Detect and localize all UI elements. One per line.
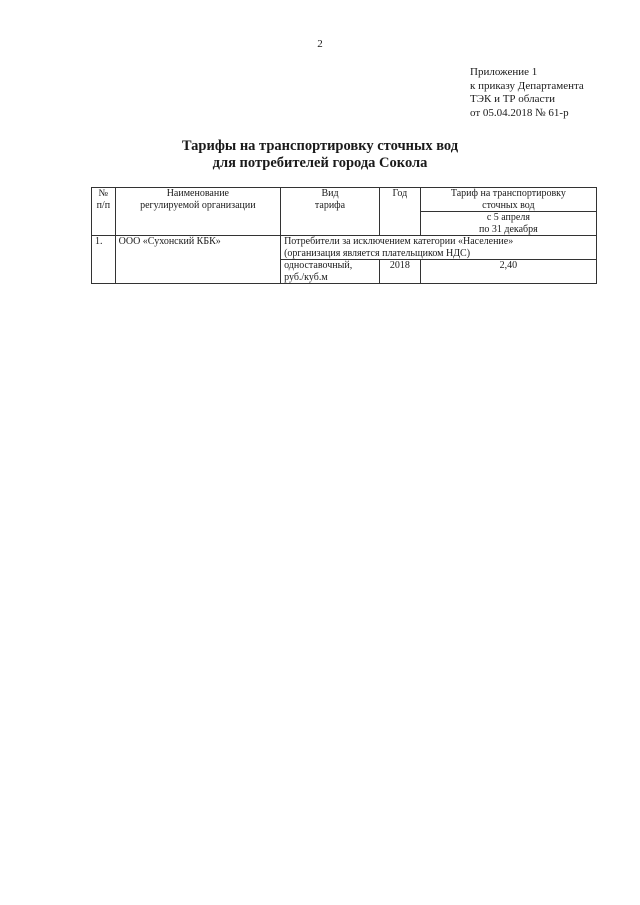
header-year xyxy=(379,188,420,236)
header-tariff xyxy=(420,188,596,212)
title-line: для потребителей города Сокола xyxy=(212,155,428,171)
tariff-table xyxy=(91,187,597,284)
header-text: Тариф на транспортировку xyxy=(450,188,566,199)
header-text: с 5 апреля xyxy=(486,212,530,223)
cell-type xyxy=(281,260,380,284)
header-text: тарифа xyxy=(314,199,346,211)
cell-value: 2,40 xyxy=(420,260,596,284)
header-text: п/п xyxy=(96,199,111,211)
table-header-row xyxy=(92,188,597,212)
header-period xyxy=(420,212,596,236)
cell-text: Потребители за исключением категории «Население» xyxy=(284,236,514,247)
header-text: сточных вод xyxy=(482,199,535,211)
header-text: Наименование xyxy=(166,188,229,199)
header-text: № xyxy=(98,188,109,199)
header-num xyxy=(92,188,116,236)
cell-num: 1. xyxy=(92,236,116,284)
cell-consumers xyxy=(281,236,597,260)
appendix-line: к приказу Департамента xyxy=(470,79,584,92)
cell-year: 2018 xyxy=(379,260,420,284)
header-type xyxy=(281,188,380,236)
appendix-block xyxy=(470,66,630,120)
title-line: Тарифы на транспортировку сточных вод xyxy=(181,138,459,154)
header-org xyxy=(115,188,280,236)
appendix-line: Приложение 1 xyxy=(470,66,538,78)
page-number: 2 xyxy=(317,38,323,50)
document-title xyxy=(0,138,640,172)
cell-org: ООО «Сухонский КБК» xyxy=(115,236,280,284)
header-text: по 31 декабря xyxy=(479,223,538,235)
header-text: Год xyxy=(392,188,408,199)
table-row xyxy=(92,236,597,260)
header-text: Вид xyxy=(321,188,339,199)
header-text: регулируемой организации xyxy=(140,199,256,211)
cell-text: руб./куб.м xyxy=(284,271,328,283)
appendix-line: от 05.04.2018 № 61-р xyxy=(470,106,569,119)
cell-text: одноставочный, xyxy=(284,260,353,271)
cell-text: (организация является плательщиком НДС) xyxy=(284,247,471,259)
appendix-line: ТЭК и ТР области xyxy=(470,93,556,105)
